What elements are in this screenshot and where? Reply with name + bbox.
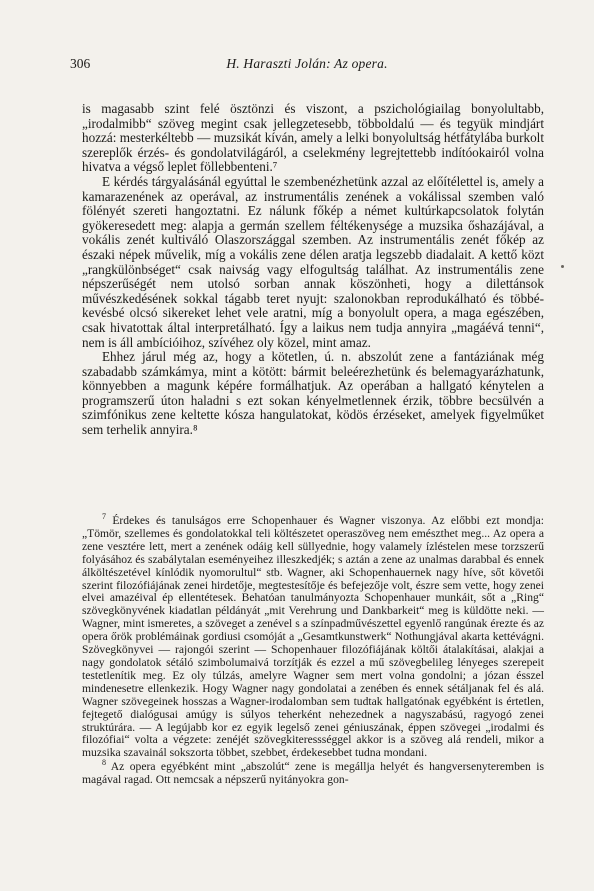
running-title: H. Haraszti Jolán: Az opera. xyxy=(226,56,388,71)
footnote-text: Az opera egyébként mint „abszolút“ zene is megállja helyét és hangversenyteremben is magával ragad. Ott nemcsak a népszerű nyitányokra gon- xyxy=(82,760,544,787)
footnote-8 xyxy=(82,758,544,787)
footnotes xyxy=(82,512,544,788)
paragraph: E kérdés tárgyalásánál egyúttal le szembenézhetünk azzal az előítélettel is, amely a kamarazenének az operával, az instrumentális zenének a vokálissal szemben való fölényét szereti hangoztatni. Ez nálunk főkép a német kultúrkapcsolatok folytán gyökeresedett meg: alapja a germán szellem féltékenysége a muzsika őshazájával, a vokális zenét kultiváló Olaszországgal szemben. Az instrumentális zenét főkép az északi népek művelik, míg a vokális zene délen aratja legszebb diadalait. A kettő közt „rangkülönbséget“ csak naivság vagy elfogultság találhat. Az instrumentális zene népszerűségét nem utolsó sorban annak köszönheti, hogy a dilettánsok művészkedésének sokkal tágabb teret nyujt: szalonokban reprodukálható és többé-kevésbé olcsó sikereket lehet vele aratni, míg a bonyolult opera, a maga egészében, csak hivatottak által interpretálható. Így a laikus nem tudja annyira „magáévá tenni“, nem is áll ambícióihoz, szívéhez oly közel, mint amaz. xyxy=(82,173,544,350)
footnote-mark: 8 xyxy=(102,758,106,768)
footnote-7 xyxy=(82,512,544,760)
print-speck xyxy=(561,265,564,268)
paragraph: is magasabb szint felé ösztönzi és viszont, a pszichológiailag bonyolultabb, „irodalmibb“ szöveg megint csak jellegzetesebb, többoldalú — és tegyük mindjárt hozzá: mesterkéltebb — muzsikát kíván, amely a lelki bonyolultság hétfátylába burkolt szereplők érzés- és gondolatvilágáról, a cselekmény legrejtettebb indítóokairól volna hivatva a végső leplet föllebbenteni.⁷ xyxy=(82,101,544,175)
footnote-mark: 7 xyxy=(102,512,106,522)
paragraph: Ehhez járul még az, hogy a kötetlen, ú. n. abszolút zene a fantáziának még szabadabb számkámya, mint a kötött: bármit beleérezhetünk és belemagyarázhatunk, könnyebben a magunk képére formálhatjuk. Az operában a hallgató kénytelen a programszerű úton haladni s ezt sokan kényelmetlennek érzik, többre becsülvén a szimfónikus zene keltette kósza hangulatokat, ködös érzéseket, amelyek figyelműket sem terhelik annyira.⁸ xyxy=(82,349,544,438)
footnote-text: Érdekes és tanulságos erre Schopenhauer és Wagner viszonya. Az előbbi ezt mondja: „Tömör, szellemes és gondolatokkal teli költészetet operaszöveg nem emészthet meg... Az opera a zene vesztére lett, mert a zenének odáig kell süllyednie, hogy valamely ízléstelen mese torzszerű folyásához és szabálytalan eseményeihez illeszkedjék; s aztán a zene az unalmas darabbal és ennek álköltészetével kínlódik nyomorultul“ stb. Wagner, aki Schopenhauernek nagy híve, sőt követői szerint filozófiájának zenei hirdetője, megtestesítője és befejezője volt, észre sem vette, hogy zenei elvei amazéival ép ellentétesek. Behatóan tanulmányozta Schopenhauer munkáit, sőt a „Ring“ szövegkönyvének kiadatlan példányát „mit Verehrung und Dankbarkeit“ meg is küldötte neki. — Wagner, mint ismeretes, a szöveget a zenével s a színpadművészettel egyenlő rangúnak érezte és az opera őrök problémáinak gordiusi csomóját a „Gesamtkunstwerk“ Nothungjával akarta kettévágni. Szövegkönyvei — rajongói szerint — Schopenhauer filozófiájának költői átalakításai, alakjai a nagy gondolatok sétáló szimbolumaivá torzítják és ezzel a mű szövegbelileg lényeges szerepeit testetlenítik meg. Ez oly túlzás, amelyre Wagner sem mert volna gondolni; a józan ésszel mindenesetre ellenkezik. Hogy Wagner nagy gondolatai a zenében és ennek sétáljanak fel és alá. Wagner szövegeinek hosszas a Wagner-irodalomban sem tudtak hallgatónak egyébként is értetlen, fejtegető dialógusai amúgy is súlyos teherként nehezednek a nagyszabású, ragyogó zenei struktúrára. — A legújabb kor ez egyik legelső zenei géniuszának, éppen szövegei „irodalmi és filozófiai“ volta a végzete: zenéjét szövegkiteressséggel akkor is a szöveg alá rendeli, mikor a muzsika szavainál sokszorta többet, szebbet, érdekesebbet tudna mondani. xyxy=(82,514,544,760)
main-text xyxy=(82,102,544,438)
page-header xyxy=(70,56,544,76)
page-number: 306 xyxy=(70,56,91,71)
